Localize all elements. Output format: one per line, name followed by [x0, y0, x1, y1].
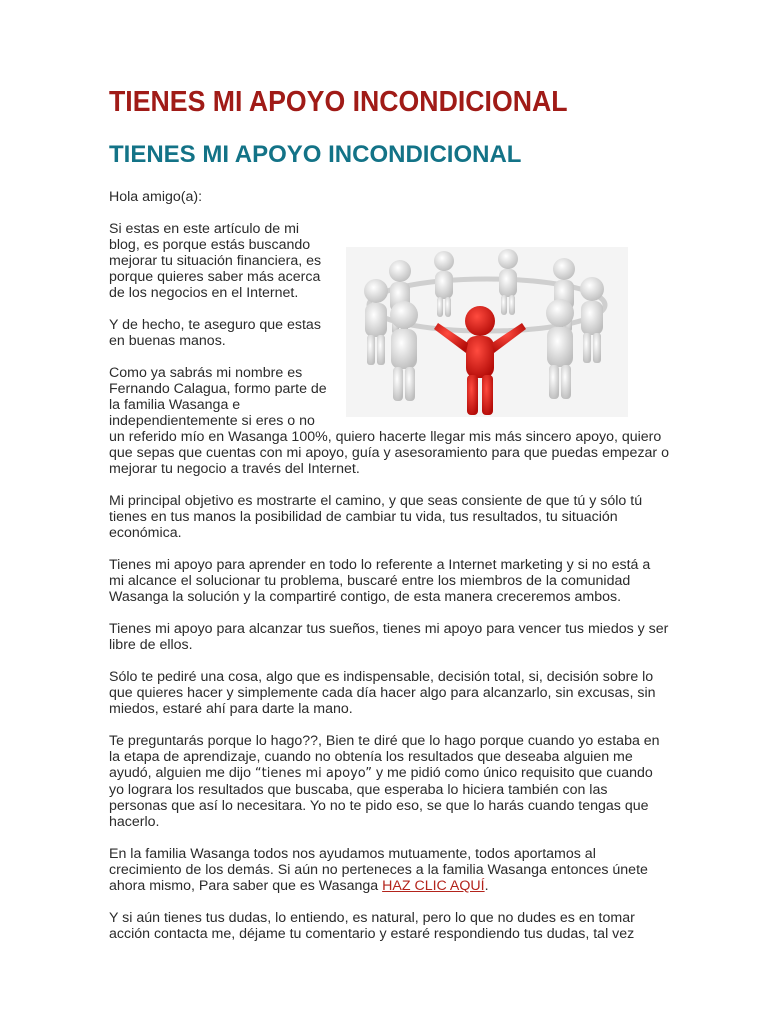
team-circle-illustration — [346, 247, 628, 417]
paragraph-10: Y si aún tienes tus dudas, lo entiendo, es natural, pero lo que no dudes es en tomar acción contacta me, déjame tu comentario y estaré respondiendo tus dudas, tal vez — [109, 910, 635, 942]
paragraph-5: Tienes mi apoyo para aprender en todo lo referente a Internet marketing y si no está a mi alcance el solucionar tu problema, buscaré entre los miembros de la comunidad Wasanga la solución y la compartiré contigo, de esta manera creceremos ambos. — [109, 557, 651, 605]
paragraph-3: Como ya sabrás mi nombre es Fernando Calagua, formo parte de la familia Wasanga e independientemente si eres o no un referido mío en Wasanga 100%, quiero hacerte llegar mis más sincero apoyo, quiero que sepas que cuentas con mi apoyo, guía y asesoramiento para que puedas empezar o mejorar tu negocio a través del Internet. — [109, 365, 669, 477]
paragraph-9-end: . — [484, 878, 489, 894]
paragraph-4: Mi principal objetivo es mostrarte el camino, y que seas consiente de que tú y sólo tú tienes en tus manos la posibilidad de cambiar tu vida, tus resultados, tu situación económica. — [109, 493, 643, 541]
page-title-red: TIENES MI APOYO INCONDICIONAL — [109, 86, 568, 118]
article-body — [109, 189, 669, 958]
paragraph-7: Sólo te pediré una cosa, algo que es indispensable, decisión total, si, decisión sobre lo que quieres hacer y simplemente cada día hacer algo para alcanzarlo, sin excusas, sin miedos, estaré ahí para darte la mano. — [109, 669, 656, 717]
paragraph-8 — [109, 733, 669, 830]
paragraph-1: Si estas en este artículo de mi blog, es porque estás buscando mejorar tu situación financiera, es porque quieres saber más acerca de los negocios en el Internet. — [109, 221, 322, 301]
haz-clic-aqui-link[interactable]: HAZ CLIC AQUÍ — [382, 878, 485, 894]
team-circle-image — [346, 247, 628, 417]
paragraph-2: Y de hecho, te aseguro que estas en buenas manos. — [109, 317, 321, 349]
paragraph-6: Tienes mi apoyo para alcanzar tus sueños, tienes mi apoyo para vencer tus miedos y ser libre de ellos. — [109, 621, 669, 653]
article-title: TIENES MI APOYO INCONDICIONAL — [109, 141, 522, 168]
paragraph-8-start: Te preguntarás porque lo hago??, Bien te diré que lo hago porque cuando yo estaba en la etapa de aprendizaje, cuando no obtenía los resultados que deseaba alguien me ayudó, alguien me dijo — [109, 733, 660, 781]
paragraph-8-end: y me pidió como único requisito que cuando yo lograra los resultados que buscaba, que esperaba lo hiciera también con las personas que así lo necesitara. Yo no te pido eso, se que lo harás cuando tengas que hacerlo. — [109, 765, 653, 830]
paragraph-9-start: En la familia Wasanga todos nos ayudamos mutuamente, todos aportamos al crecimiento de los demás. Si aún no perteneces a la familia Wasanga entonces únete ahora mismo, Para saber que es Wasanga — [109, 846, 648, 894]
greeting: Hola amigo(a): — [109, 189, 203, 205]
paragraph-9 — [109, 846, 669, 894]
quoted-phrase: “tienes mi apoyo” — [254, 766, 373, 781]
